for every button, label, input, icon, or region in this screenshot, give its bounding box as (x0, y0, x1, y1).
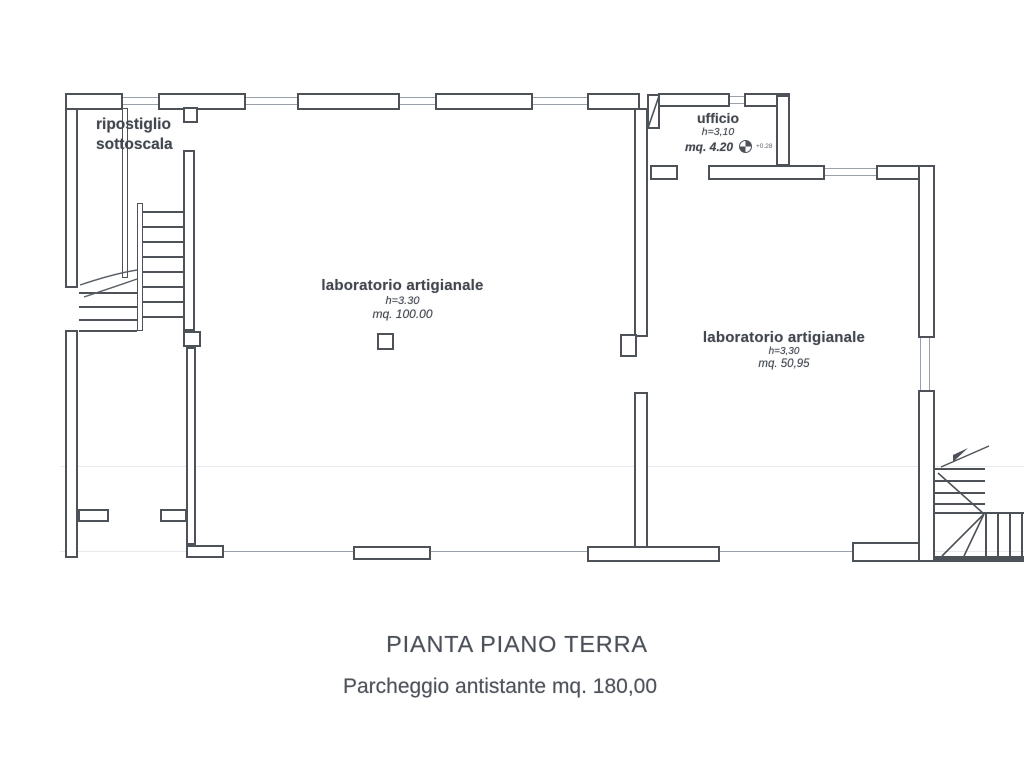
stair-break-line (84, 279, 137, 297)
room-name: laboratorio artigianale (702, 329, 866, 346)
room-height: h=3,30 (768, 346, 800, 357)
room-height: h=3.30 (385, 295, 420, 307)
plan-title: PIANTA PIANO TERRA (386, 631, 648, 657)
stair-tread (935, 480, 985, 482)
stair-tread (143, 301, 184, 303)
stair-tread (143, 226, 184, 228)
stair-tread (143, 286, 184, 288)
pillar (377, 333, 394, 350)
stair-tread (985, 514, 987, 557)
winder-line (942, 514, 984, 556)
interior-wall (186, 347, 196, 545)
left-exterior-wall (65, 330, 78, 558)
threshold-line (223, 551, 353, 552)
stair-wall (183, 150, 195, 331)
stair-tread (997, 514, 999, 557)
stair-tread (935, 503, 985, 505)
window-line (246, 97, 297, 98)
stair-tread (143, 211, 184, 213)
bottom-wall-segment (353, 546, 431, 560)
room-label-ripostiglio (96, 115, 173, 155)
wall-stub (160, 509, 187, 522)
stair-break-line (80, 270, 137, 285)
window-line (929, 338, 930, 390)
window-line (533, 104, 587, 105)
wall-stub (183, 107, 198, 123)
right-lab-top-wall (708, 165, 825, 180)
stair-tread (143, 241, 184, 243)
room-height: h=3,10 (701, 126, 735, 138)
top-wall-pier (158, 93, 246, 110)
window-line (824, 168, 876, 169)
right-exterior-wall (918, 390, 935, 562)
room-area: mq. 4.20 (684, 140, 734, 154)
window-line (533, 97, 587, 98)
stair-tread (1021, 514, 1023, 557)
threshold-line (720, 551, 852, 552)
window-line (920, 338, 921, 390)
ufficio-top-wall (658, 93, 730, 107)
stair-tread (143, 271, 184, 273)
stair-tread (1009, 514, 1011, 557)
wall-stub (78, 509, 109, 522)
stair-break-line (941, 446, 989, 467)
stair-tread (79, 306, 137, 308)
window-line (246, 104, 297, 105)
room-area: mq. 50,95 (758, 358, 810, 370)
room-label-line: ripostiglio (96, 116, 171, 133)
bottom-wall-segment (587, 546, 720, 562)
room-name: laboratorio artigianale (321, 277, 484, 294)
stair-break-flag (953, 448, 968, 462)
wall-pier (620, 334, 637, 357)
stair-tread (935, 492, 985, 494)
window-line (824, 175, 876, 176)
stair-tread (79, 330, 137, 332)
room-name: ufficio (697, 110, 739, 126)
wall-stub (650, 165, 678, 180)
stair-tread (79, 292, 137, 294)
ufficio-right-wall (776, 95, 790, 166)
stair-tread (935, 468, 985, 470)
stair-tread (79, 319, 137, 321)
stair-wall (137, 203, 143, 331)
level-marker-icon (739, 140, 752, 153)
window-line (400, 97, 435, 98)
right-exterior-wall (918, 165, 935, 338)
exterior-stair-edge (933, 556, 1024, 562)
divider-wall (634, 392, 648, 548)
top-wall-pier (587, 93, 640, 110)
room-label-lab-right (678, 329, 890, 370)
level-value: +0.28 (756, 143, 773, 150)
stair-tread (143, 316, 184, 318)
wall-pier (183, 331, 201, 347)
window-line (123, 104, 158, 105)
scan-artifact-line (60, 466, 1024, 467)
room-area: mq. 100.00 (372, 307, 433, 321)
left-exterior-wall (65, 108, 78, 288)
window-line (123, 97, 158, 98)
plan-subtitle: Parcheggio antistante mq. 180,00 (342, 675, 658, 698)
top-wall-pier (435, 93, 533, 110)
winder-line (964, 514, 984, 556)
top-wall-pier (297, 93, 400, 110)
window-line (400, 104, 435, 105)
room-label-lab-main (300, 277, 505, 321)
wall-foot (186, 545, 224, 558)
room-label-line: sottoscala (96, 136, 173, 153)
threshold-line (430, 551, 587, 552)
stair-tread (143, 256, 184, 258)
